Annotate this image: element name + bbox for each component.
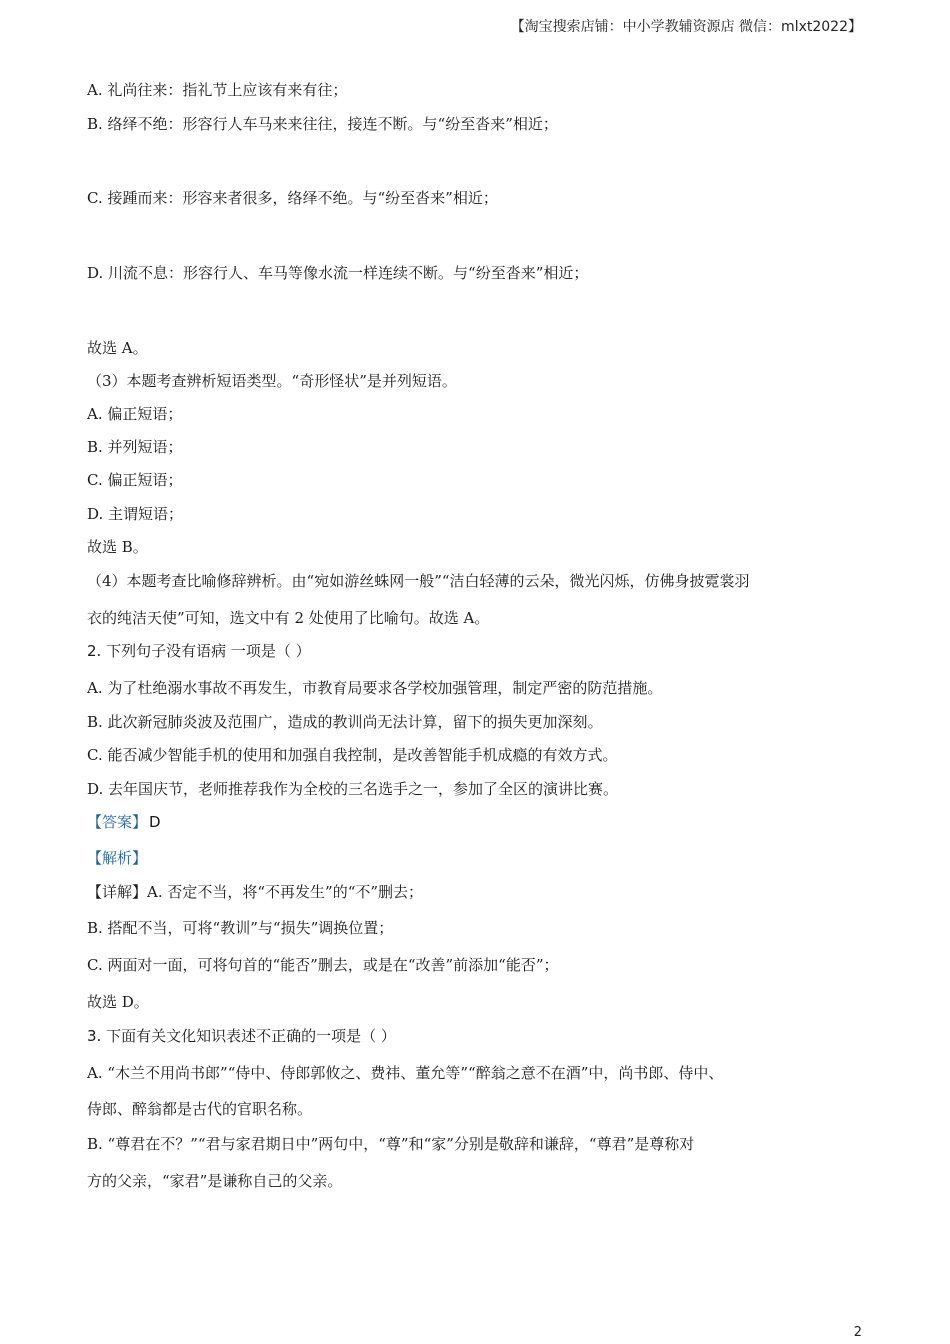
part4-line-1: （4）本题考查比喻修辞辨析。由“宛如游丝蛛网一般”“洁白轻薄的云朵，微光闪烁，仿佛身披霓裳羽: [87, 572, 750, 590]
detail-line-2: B. 搭配不当，可将“教训”与“损失”调换位置；: [87, 919, 394, 937]
question-2-option-b: B. 此次新冠肺炎波及范围广，造成的教训尚无法计算，留下的损失更加深刻。: [87, 713, 603, 731]
part3-option-c: C. 偏正短语；: [87, 471, 183, 489]
part3-option-d: D. 主谓短语；: [87, 505, 184, 523]
prev-option-b: B. 络绎不绝：形容行人车马来来往往，接连不断。与“纷至沓来”相近；: [87, 115, 558, 133]
page-number: 2: [853, 1325, 862, 1340]
question-2-stem: 2. 下列句子没有语病 一项是（ ）: [87, 642, 311, 660]
page-header: 【淘宝搜索店铺：中小学教辅资源店 微信：mlxt2022】: [510, 19, 862, 35]
detail-line-1: 【详解】A. 否定不当，将“不再发生”的“不”删去；: [87, 883, 424, 901]
question-2-option-c: C. 能否减少智能手机的使用和加强自我控制，是改善智能手机成瘾的有效方式。: [87, 746, 618, 764]
part3-option-b: B. 并列短语；: [87, 438, 183, 456]
prev-conclusion: 故选 A。: [87, 339, 148, 357]
prev-option-d: D. 川流不息：形容行人、车马等像水流一样连续不断。与“纷至沓来”相近；: [87, 264, 589, 282]
question-2-option-d: D. 去年国庆节，老师推荐我作为全校的三名选手之一，参加了全区的演讲比赛。: [87, 780, 619, 798]
question-3-option-b-line-2: 方的父亲，“家君”是谦称自己的父亲。: [87, 1172, 343, 1190]
prev-option-c: C. 接踵而来：形容来者很多，络绎不绝。与“纷至沓来”相近；: [87, 189, 498, 207]
answer-line: [87, 812, 161, 832]
prev-option-a: A. 礼尚往来：指礼节上应该有来有往；: [87, 81, 348, 99]
analysis-tag: 【解析】: [87, 849, 148, 867]
analysis-line: [87, 848, 147, 868]
question-3-stem: 3. 下面有关文化知识表述不正确的一项是（ ）: [87, 1027, 396, 1045]
part3-intro: （3）本题考查辨析短语类型。“奇形怪状”是并列短语。: [87, 372, 457, 390]
question-3-option-b-line-1: B. “尊君在不？”“君与家君期日中”两句中，“尊”和“家”分别是敬辞和谦辞，“尊君”是尊称对: [87, 1135, 695, 1153]
detail-line-3: C. 两面对一面，可将句首的“能否”删去，或是在“改善”前添加“能否”；: [87, 956, 559, 974]
question-2-conclusion: 故选 D。: [87, 993, 149, 1011]
part4-line-2: 衣的纯洁天使”可知，选文中有 2 处使用了比喻句。故选 A。: [87, 609, 490, 627]
answer-value: D: [149, 813, 161, 831]
question-3-option-a-line-2: 侍郎、醉翁都是古代的官职名称。: [87, 1100, 313, 1118]
part3-conclusion: 故选 B。: [87, 538, 148, 556]
answer-tag: 【答案】: [87, 813, 148, 831]
question-2-option-a: A. 为了杜绝溺水事故不再发生，市教育局要求各学校加强管理，制定严密的防范措施。: [87, 679, 663, 697]
part3-option-a: A. 偏正短语；: [87, 405, 183, 423]
question-3-option-a-line-1: A. “木兰不用尚书郎”“侍中、侍郎郭攸之、费祎、董允等”“醉翁之意不在酒”中，尚书郎、侍中、: [87, 1064, 724, 1082]
